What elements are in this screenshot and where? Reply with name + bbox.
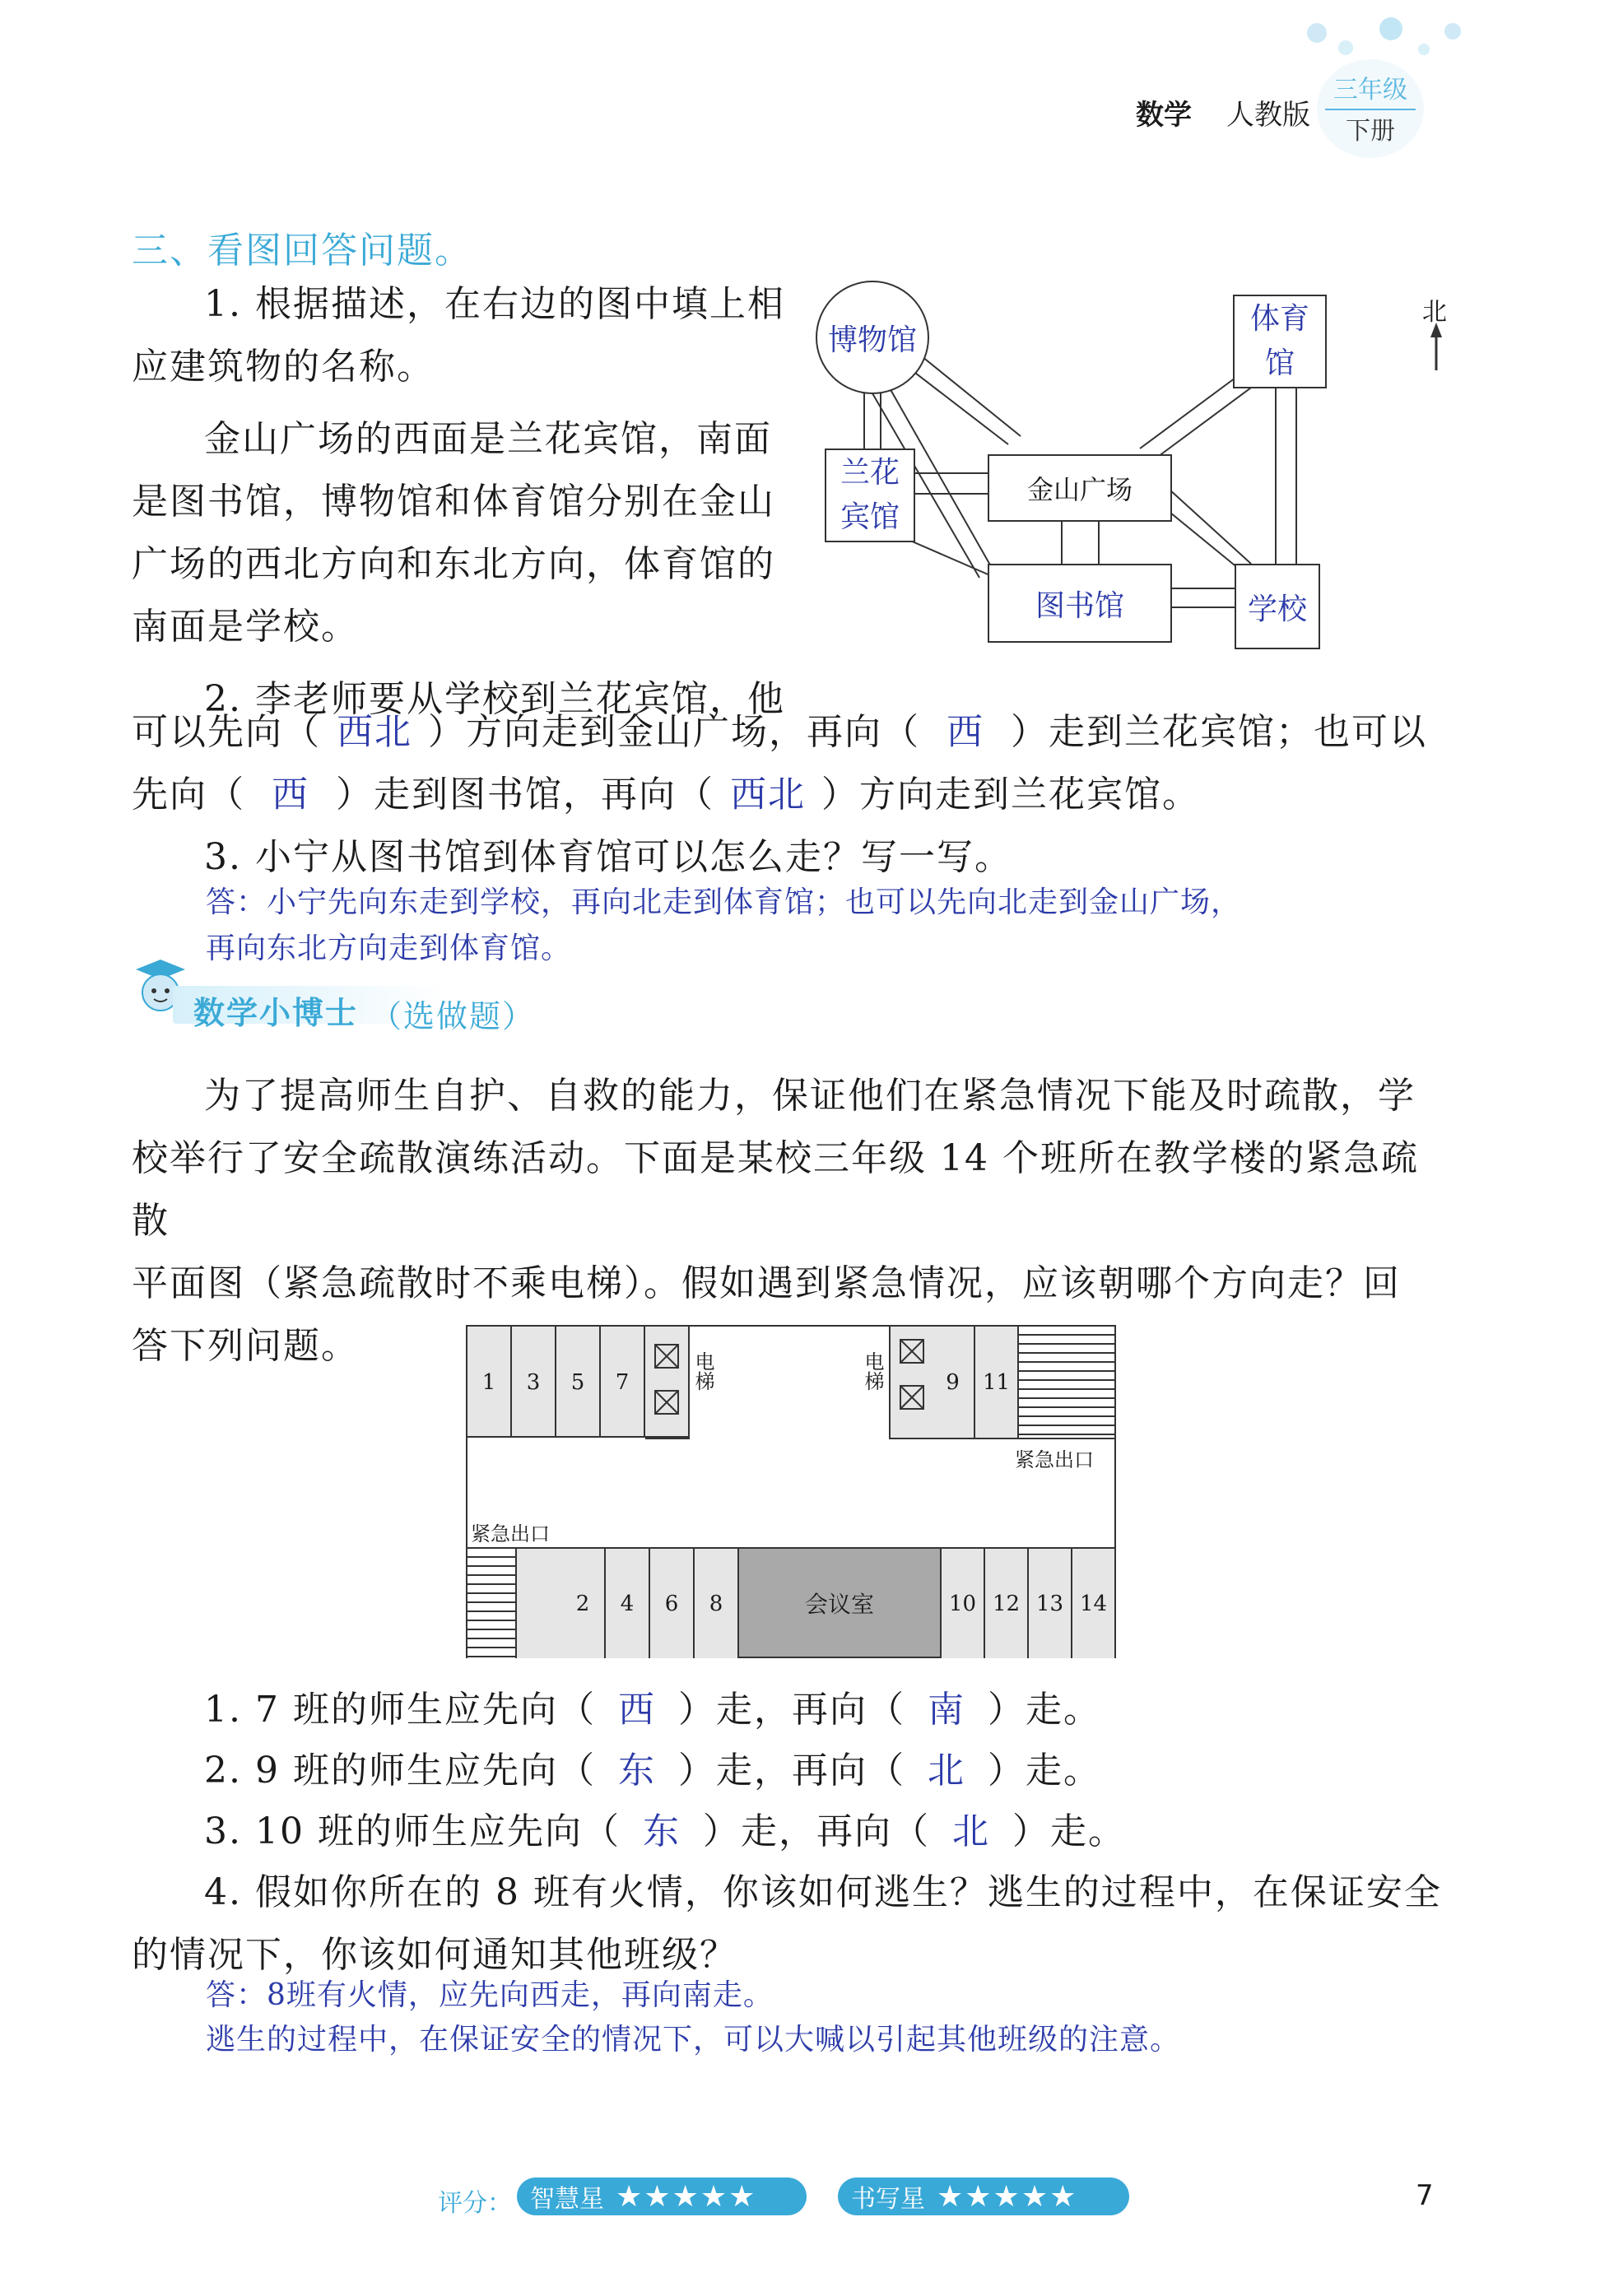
bonus-subtitle: （选做题） bbox=[370, 998, 536, 1034]
museum-label: 博物馆 bbox=[827, 323, 917, 357]
room: 12 bbox=[985, 1549, 1029, 1658]
elevator-label-right: 电梯 bbox=[861, 1351, 884, 1391]
square-node bbox=[988, 454, 1172, 522]
gym-label: 体育馆 bbox=[1249, 302, 1309, 380]
room: 3 bbox=[512, 1327, 556, 1438]
museum-node bbox=[816, 281, 928, 393]
bonus-q2-blank-1: 东 bbox=[617, 1750, 656, 1792]
score-label: 评分： bbox=[438, 2189, 512, 2218]
hotel-label: 兰花宾馆 bbox=[840, 456, 900, 534]
desc-line-2: 是图书馆，博物馆和体育馆分别在金山 bbox=[132, 481, 775, 523]
bonus-title: 数学小博士 bbox=[193, 995, 359, 1031]
q3-answer-line-1: 答：小宁先向东走到学校，再向北走到体育馆；也可以先向北走到金山广场， bbox=[206, 885, 1242, 919]
desc-line-1: 金山广场的西面是兰花宾馆，南面 bbox=[204, 418, 772, 460]
intro-line-4: 答下列问题。 bbox=[132, 1325, 359, 1367]
room: 1 bbox=[467, 1327, 512, 1438]
writing-star-rating bbox=[838, 2177, 1129, 2215]
writing-star-label: 书写星 bbox=[851, 2185, 925, 2214]
bonus-q1: 1. 7 班的师生应先向（ 西 ）走，再向（ 南 ）走。 bbox=[204, 1679, 1101, 1741]
intro-line-2: 校举行了安全疏散演练活动。下面是某校三年级 14 个班所在教学楼的紧急疏散 bbox=[132, 1137, 1419, 1242]
q2-line-1: 2. 李老师要从学校到兰花宾馆，他 bbox=[204, 678, 785, 720]
school-label: 学校 bbox=[1247, 592, 1307, 626]
q2-line-3: 先向（ 西 ）走到图书馆，再向（ 西北 ）方向走到兰花宾馆。 bbox=[132, 764, 1200, 826]
section-title: 三、看图回答问题。 bbox=[132, 230, 472, 272]
header-decoration bbox=[1284, 16, 1465, 49]
room: 5 bbox=[556, 1327, 601, 1438]
page-number: 7 bbox=[1416, 2179, 1434, 2212]
header-edition: 人教版 bbox=[1226, 99, 1310, 132]
exit-label-right: 紧急出口 bbox=[1015, 1448, 1094, 1471]
bottom-left-numbered-rooms bbox=[561, 1547, 739, 1658]
bonus-q3-blank-1: 东 bbox=[642, 1810, 681, 1852]
stairs-top-right bbox=[1019, 1327, 1114, 1439]
intro-line-1: 为了提高师生自护、自救的能力，保证他们在紧急情况下能及时疏散，学 bbox=[204, 1075, 1416, 1117]
room: 10 bbox=[942, 1549, 985, 1658]
room: 9 bbox=[932, 1327, 975, 1438]
q3-answer-line-2: 再向东北方向走到体育馆。 bbox=[206, 932, 572, 965]
square-label: 金山广场 bbox=[1026, 474, 1133, 505]
wisdom-star-rating bbox=[517, 2177, 807, 2215]
header-subject: 数学 bbox=[1136, 99, 1192, 132]
room: 8 bbox=[695, 1549, 739, 1658]
bonus-q4 bbox=[132, 1861, 1465, 1987]
q2-blank-4: 西北 bbox=[730, 774, 806, 816]
gym-node bbox=[1233, 295, 1327, 388]
school-node bbox=[1235, 564, 1320, 649]
header-volume: 下册 bbox=[1346, 117, 1395, 146]
top-left-base bbox=[467, 1436, 688, 1438]
stairs-bottom-left bbox=[467, 1547, 517, 1658]
room: 7 bbox=[601, 1327, 645, 1438]
room: 14 bbox=[1072, 1549, 1114, 1658]
room: 6 bbox=[650, 1549, 695, 1658]
top-left-rooms bbox=[467, 1327, 645, 1438]
meeting-room: 会议室 bbox=[739, 1547, 942, 1657]
intro-line-3: 平面图（紧急疏散时不乘电梯）。假如遇到紧急情况，应该朝哪个方向走？回 bbox=[132, 1262, 1401, 1304]
q1-text bbox=[132, 273, 823, 731]
bonus-q1-blank-2: 南 bbox=[927, 1689, 965, 1731]
library-label: 图书馆 bbox=[1035, 588, 1124, 623]
wisdom-star-label: 智慧星 bbox=[530, 2185, 604, 2214]
header-grade: 三年级 bbox=[1325, 69, 1416, 110]
desc-line-4: 南面是学校。 bbox=[132, 606, 359, 648]
q4-answer-line-1: 答：8班有火情，应先向西走，再向南走。 bbox=[206, 1978, 774, 2012]
q2-blank-2: 西 bbox=[947, 711, 984, 753]
desc-line-3: 广场的西北方向和东北方向，体育馆的 bbox=[132, 543, 775, 585]
bonus-q2-blank-2: 北 bbox=[927, 1750, 965, 1792]
room: 11 bbox=[975, 1327, 1019, 1438]
room: 13 bbox=[1029, 1549, 1072, 1658]
writing-stars: ★★★★★ bbox=[937, 2179, 1078, 2214]
grade-badge bbox=[1317, 59, 1424, 158]
room: 2 bbox=[561, 1549, 606, 1658]
bonus-q2: 2. 9 班的师生应先向（ 东 ）走，再向（ 北 ）走。 bbox=[204, 1740, 1101, 1802]
north-label: 北 bbox=[1422, 298, 1447, 327]
bottom-right-rooms bbox=[942, 1547, 1114, 1658]
bonus-q3-blank-2: 北 bbox=[951, 1810, 990, 1852]
q4-line-1: 4. 假如你所在的 8 班有火情，你该如何逃生？逃生的过程中，在保证安全 bbox=[204, 1871, 1442, 1913]
hotel-node bbox=[825, 449, 915, 542]
elevator-left bbox=[645, 1327, 690, 1439]
q4-answer-line-2: 逃生的过程中，在保证安全的情况下，可以大喊以引起其他班级的注意。 bbox=[206, 2023, 1181, 2057]
map-diagram bbox=[815, 272, 1473, 658]
exit-label-left: 紧急出口 bbox=[471, 1522, 550, 1545]
q2-line-2: 可以先向（ 西北 ）方向走到金山广场，再向（ 西 ）走到兰花宾馆；也可以 bbox=[132, 701, 1427, 764]
q1-line-2: 应建筑物的名称。 bbox=[132, 346, 435, 388]
q2-blank-3: 西 bbox=[272, 774, 309, 816]
q2-blank-1: 西北 bbox=[337, 711, 412, 753]
bonus-q1-blank-1: 西 bbox=[617, 1689, 656, 1731]
bonus-q3: 3. 10 班的师生应先向（ 东 ）走，再向（ 北 ）走。 bbox=[204, 1801, 1126, 1863]
q4-line-2: 的情况下，你该如何通知其他班级？ bbox=[132, 1934, 737, 1976]
floor-plan bbox=[466, 1325, 1116, 1658]
top-right-rooms bbox=[932, 1327, 1019, 1439]
wisdom-stars: ★★★★★ bbox=[616, 2179, 757, 2214]
q1-line-1: 1. 根据描述，在右边的图中填上相 bbox=[204, 283, 785, 325]
q3-text: 3. 小宁从图书馆到体育馆可以怎么走？写一写。 bbox=[204, 836, 1012, 878]
elevator-right bbox=[889, 1327, 933, 1439]
library-node bbox=[988, 564, 1172, 643]
room: 4 bbox=[606, 1549, 650, 1658]
elevator-label-left: 电梯 bbox=[691, 1351, 714, 1391]
